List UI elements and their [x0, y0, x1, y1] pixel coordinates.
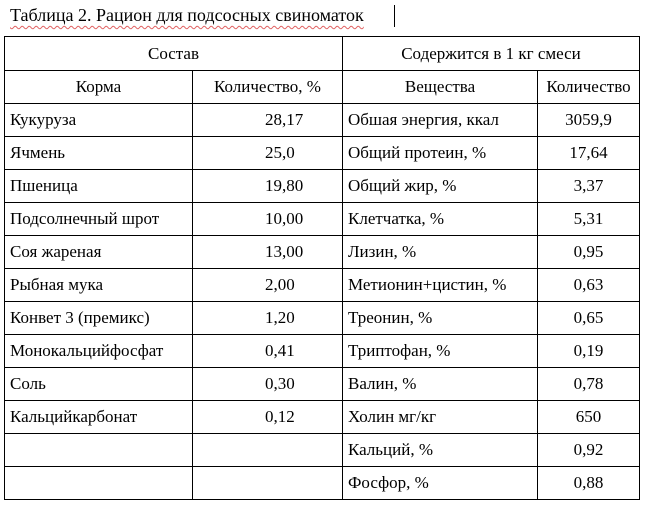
column-header-substances: Вещества [343, 71, 538, 104]
ration-table [4, 36, 640, 500]
substance-name-cell: Метионин+цистин, % [343, 269, 538, 302]
group-header-row [5, 37, 640, 71]
feed-amount-cell: 0,12 [193, 401, 343, 434]
column-header-row [5, 71, 640, 104]
table-row [5, 335, 640, 368]
feed-name-cell: Монокальцийфосфат [5, 335, 193, 368]
substance-name-cell: Обшая энергия, ккал [343, 104, 538, 137]
substance-amount-cell: 0,95 [538, 236, 640, 269]
feed-amount-cell: 19,80 [193, 170, 343, 203]
substance-amount-cell: 0,78 [538, 368, 640, 401]
feed-name-cell: Соль [5, 368, 193, 401]
table-row [5, 170, 640, 203]
table-row [5, 467, 640, 500]
substance-name-cell: Фосфор, % [343, 467, 538, 500]
group-header-composition: Состав [5, 37, 343, 71]
feed-amount-cell: 0,30 [193, 368, 343, 401]
feed-amount-cell: 10,00 [193, 203, 343, 236]
feed-amount-cell: 0,41 [193, 335, 343, 368]
table-row [5, 269, 640, 302]
table-row [5, 137, 640, 170]
table-row [5, 203, 640, 236]
feed-amount-cell: 28,17 [193, 104, 343, 137]
substance-amount-cell: 0,88 [538, 467, 640, 500]
substance-name-cell: Валин, % [343, 368, 538, 401]
table-row [5, 368, 640, 401]
substance-amount-cell: 5,31 [538, 203, 640, 236]
feed-amount-cell: 2,00 [193, 269, 343, 302]
feed-name-cell [5, 434, 193, 467]
feed-amount-cell [193, 467, 343, 500]
feed-name-cell: Рыбная мука [5, 269, 193, 302]
substance-amount-cell: 3,37 [538, 170, 640, 203]
group-header-content: Содержится в 1 кг смеси [343, 37, 640, 71]
feed-amount-cell: 25,0 [193, 137, 343, 170]
feed-name-cell: Соя жареная [5, 236, 193, 269]
column-header-feeds: Корма [5, 71, 193, 104]
feed-amount-cell: 13,00 [193, 236, 343, 269]
table-row [5, 236, 640, 269]
table-row [5, 104, 640, 137]
column-header-substance-amount: Количество [538, 71, 640, 104]
text-cursor [394, 5, 395, 27]
substance-amount-cell: 650 [538, 401, 640, 434]
feed-name-cell: Пшеница [5, 170, 193, 203]
feed-amount-cell: 1,20 [193, 302, 343, 335]
feed-name-cell: Кукуруза [5, 104, 193, 137]
substance-name-cell: Клетчатка, % [343, 203, 538, 236]
substance-name-cell: Общий протеин, % [343, 137, 538, 170]
substance-amount-cell: 0,63 [538, 269, 640, 302]
feed-name-cell: Кальцийкарбонат [5, 401, 193, 434]
substance-name-cell: Лизин, % [343, 236, 538, 269]
substance-name-cell: Кальций, % [343, 434, 538, 467]
table-row [5, 302, 640, 335]
substance-amount-cell: 0,19 [538, 335, 640, 368]
substance-amount-cell: 0,92 [538, 434, 640, 467]
column-header-feed-amount: Количество, % [193, 71, 343, 104]
table-caption: Таблица 2. Рацион для подсосных свиноматок [10, 5, 364, 25]
table-row [5, 401, 640, 434]
feed-name-cell: Конвет 3 (премикс) [5, 302, 193, 335]
feed-name-cell: Ячмень [5, 137, 193, 170]
table-row [5, 434, 640, 467]
substance-name-cell: Холин мг/кг [343, 401, 538, 434]
substance-name-cell: Общий жир, % [343, 170, 538, 203]
substance-amount-cell: 17,64 [538, 137, 640, 170]
substance-name-cell: Триптофан, % [343, 335, 538, 368]
feed-amount-cell [193, 434, 343, 467]
feed-name-cell: Подсолнечный шрот [5, 203, 193, 236]
substance-amount-cell: 0,65 [538, 302, 640, 335]
substance-name-cell: Треонин, % [343, 302, 538, 335]
substance-amount-cell: 3059,9 [538, 104, 640, 137]
feed-name-cell [5, 467, 193, 500]
